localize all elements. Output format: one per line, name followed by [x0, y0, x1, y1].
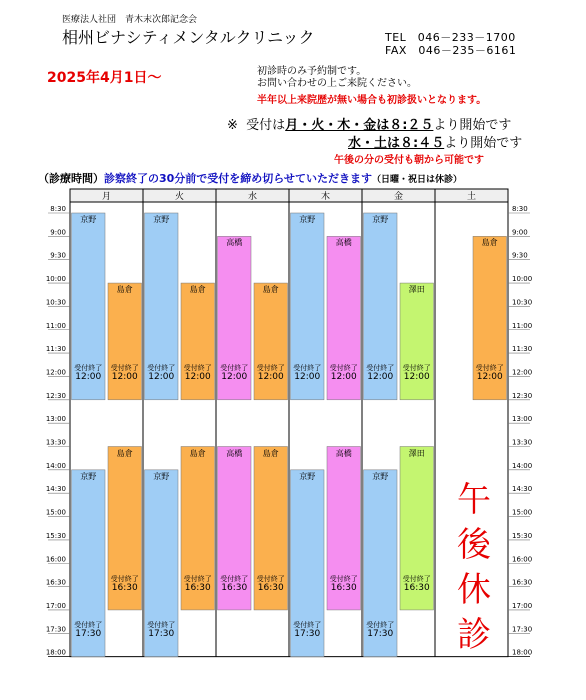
close-time-value: 12:00 — [294, 372, 321, 383]
doctor-name: 京野 — [372, 471, 389, 481]
close-time-label — [325, 575, 363, 594]
time-label-left: 15:30 — [45, 531, 66, 540]
close-time-value: 17:30 — [75, 629, 102, 640]
doctor-name: 京野 — [153, 215, 170, 224]
close-time-label — [70, 621, 108, 640]
close-label-text: 受付終了 — [220, 364, 249, 373]
hours-suffix: （日曜・祝日は休診） — [371, 175, 462, 185]
doctor-name: 京野 — [299, 215, 316, 224]
doctor-name: 澤田 — [408, 448, 425, 458]
time-label-left: 11:30 — [45, 345, 66, 354]
close-label-text: 受付終了 — [366, 364, 395, 373]
close-time-label — [289, 364, 327, 383]
day-header-5: 土 — [466, 192, 477, 202]
time-label-left: 13:00 — [45, 415, 66, 424]
time-label-right: 10:00 — [512, 275, 533, 284]
time-label-left: 16:00 — [45, 555, 66, 564]
doctor-name: 京野 — [80, 471, 97, 481]
close-time-label — [362, 364, 400, 383]
close-time-value: 12:00 — [403, 372, 430, 383]
time-label-left: 8:30 — [50, 205, 66, 213]
close-time-value: 16:30 — [257, 582, 284, 593]
time-label-right: 14:00 — [512, 461, 533, 470]
afternoon-closed-label — [450, 478, 498, 658]
doctor-name: 島倉 — [189, 285, 206, 295]
close-time-value: 17:30 — [148, 629, 175, 640]
close-time-label — [216, 364, 254, 383]
time-label-left: 15:00 — [45, 508, 66, 517]
close-time-label — [398, 575, 436, 594]
time-label-right: 10:30 — [512, 298, 533, 307]
close-time-label — [398, 364, 436, 383]
time-label-right: 12:30 — [512, 391, 533, 400]
hours-main: 診察終了の30分前で受付を締め切らせていただきます — [104, 172, 372, 185]
time-label-right: 8:30 — [512, 205, 528, 213]
day-header-3: 木 — [320, 192, 331, 202]
reception-pre: 受付は — [246, 118, 286, 133]
time-label-right: 11:30 — [512, 345, 533, 354]
time-label-right: 13:00 — [512, 415, 533, 424]
close-label-text: 受付終了 — [147, 364, 176, 373]
close-label-text: 受付終了 — [183, 364, 212, 373]
close-time-label — [143, 364, 181, 383]
afternoon-closed-char-2: 後 — [457, 525, 491, 565]
day-header-0: 月 — [101, 192, 112, 202]
close-label-text: 受付終了 — [402, 574, 431, 583]
close-time-value: 12:00 — [330, 372, 357, 383]
time-label-right: 9:00 — [512, 228, 528, 237]
doctor-name: 京野 — [153, 471, 170, 481]
close-label-text: 受付終了 — [220, 574, 249, 583]
close-time-label — [216, 575, 254, 594]
close-time-label — [362, 621, 400, 640]
time-label-right: 16:00 — [512, 555, 533, 564]
close-time-label — [289, 621, 327, 640]
close-label-text: 受付終了 — [293, 621, 322, 630]
reception-post-1: より開始です — [433, 118, 512, 133]
doctor-name: 京野 — [80, 215, 97, 224]
close-label-text: 受付終了 — [256, 574, 285, 583]
reception-days-2: 水・土は８:４５ — [348, 136, 445, 151]
time-label-left: 9:30 — [50, 251, 66, 260]
note-line-1: 初診時のみ予約制です。 — [257, 66, 367, 77]
doctor-name: 高橋 — [226, 448, 243, 458]
organization-name: 医療法人社団 青木末次郎記念会 — [62, 15, 198, 25]
doctor-name: 島倉 — [189, 448, 206, 458]
time-label-left: 11:00 — [45, 321, 66, 330]
afternoon-closed-char-3: 休 — [457, 570, 491, 610]
close-label-text: 受付終了 — [475, 364, 504, 373]
time-label-right: 17:30 — [512, 625, 533, 634]
time-label-right: 13:30 — [512, 438, 533, 447]
time-label-left: 18:00 — [45, 648, 66, 657]
reception-days-1: 月・火・木・金は８:２５ — [285, 118, 434, 133]
close-label-text: 受付終了 — [329, 364, 358, 373]
doctor-name: 高橋 — [226, 238, 243, 248]
close-time-value: 12:00 — [221, 372, 248, 383]
close-time-value: 16:30 — [330, 582, 357, 593]
close-time-value: 16:30 — [403, 582, 430, 593]
day-header-4: 金 — [393, 192, 404, 202]
close-time-value: 12:00 — [367, 372, 394, 383]
close-time-label — [252, 364, 290, 383]
time-label-right: 12:00 — [512, 368, 533, 377]
doctor-name: 島倉 — [481, 238, 498, 248]
time-label-right: 11:00 — [512, 321, 533, 330]
afternoon-closed-char-1: 午 — [457, 480, 491, 520]
doctor-name: 高橋 — [335, 448, 352, 458]
time-label-right: 15:00 — [512, 508, 533, 517]
hours-prefix: （診療時間） — [38, 172, 104, 185]
time-label-right: 17:00 — [512, 601, 533, 610]
time-label-left: 14:30 — [45, 485, 66, 494]
note-line-2: お問い合わせの上ご来院ください。 — [257, 78, 417, 89]
close-label-text: 受付終了 — [74, 364, 103, 373]
close-time-label — [252, 575, 290, 594]
close-time-label — [179, 364, 217, 383]
time-label-right: 18:00 — [512, 648, 533, 657]
doctor-name: 島倉 — [262, 448, 279, 458]
time-label-left: 10:30 — [45, 298, 66, 307]
doctor-name: 島倉 — [116, 448, 133, 458]
time-label-right: 15:30 — [512, 531, 533, 540]
tel-number: TEL 046－233－1700 — [385, 31, 516, 44]
doctor-name: 京野 — [372, 215, 389, 224]
doctor-name: 高橋 — [335, 238, 352, 248]
reception-afternoon-note: 午後の分の受付も朝から可能です — [334, 155, 484, 166]
close-time-value: 17:30 — [294, 629, 321, 640]
doctor-name: 島倉 — [262, 285, 279, 295]
time-label-left: 12:30 — [45, 391, 66, 400]
reception-mark: ※ — [227, 118, 238, 133]
close-time-value: 12:00 — [75, 372, 102, 383]
time-label-left: 14:00 — [45, 461, 66, 470]
close-time-value: 17:30 — [367, 629, 394, 640]
day-header-2: 水 — [247, 192, 258, 202]
time-label-right: 9:30 — [512, 251, 528, 260]
note-line-3: 半年以上来院歴が無い場合も初診扱いとなります。 — [257, 95, 487, 106]
doctor-name: 島倉 — [116, 285, 133, 295]
close-time-value: 16:30 — [184, 582, 211, 593]
close-time-value: 12:00 — [476, 372, 503, 383]
close-label-text: 受付終了 — [256, 364, 285, 373]
close-time-value: 16:30 — [111, 582, 138, 593]
close-time-label — [179, 575, 217, 594]
time-label-left: 13:30 — [45, 438, 66, 447]
close-time-label — [70, 364, 108, 383]
clinic-name: 相州ビナシティメンタルクリニック — [62, 28, 315, 47]
time-label-left: 16:30 — [45, 578, 66, 587]
close-time-value: 12:00 — [257, 372, 284, 383]
close-label-text: 受付終了 — [293, 364, 322, 373]
close-time-value: 16:30 — [221, 582, 248, 593]
effective-date: 2025年4月1日～ — [47, 70, 162, 86]
afternoon-closed-char-4: 診 — [457, 615, 491, 655]
close-label-text: 受付終了 — [74, 621, 103, 630]
doctor-name: 京野 — [299, 471, 316, 481]
close-label-text: 受付終了 — [183, 574, 212, 583]
reception-post-2: より開始です — [444, 136, 523, 151]
close-time-label — [325, 364, 363, 383]
close-label-text: 受付終了 — [402, 364, 431, 373]
close-label-text: 受付終了 — [147, 621, 176, 630]
close-label-text: 受付終了 — [366, 621, 395, 630]
close-time-label — [106, 575, 144, 594]
time-label-right: 14:30 — [512, 485, 533, 494]
close-time-label — [143, 621, 181, 640]
close-time-label — [106, 364, 144, 383]
close-time-label — [471, 364, 509, 383]
time-label-left: 9:00 — [50, 228, 66, 237]
fax-number: FAX 046－235－6161 — [385, 44, 517, 57]
close-time-value: 12:00 — [111, 372, 138, 383]
time-label-left: 17:30 — [45, 625, 66, 634]
doctor-name: 澤田 — [408, 285, 425, 295]
close-time-value: 12:00 — [184, 372, 211, 383]
close-time-value: 12:00 — [148, 372, 175, 383]
time-label-left: 12:00 — [45, 368, 66, 377]
time-label-left: 10:00 — [45, 275, 66, 284]
time-label-right: 16:30 — [512, 578, 533, 587]
close-label-text: 受付終了 — [110, 574, 139, 583]
close-label-text: 受付終了 — [329, 574, 358, 583]
close-label-text: 受付終了 — [110, 364, 139, 373]
day-header-1: 火 — [174, 192, 185, 202]
time-label-left: 17:00 — [45, 601, 66, 610]
